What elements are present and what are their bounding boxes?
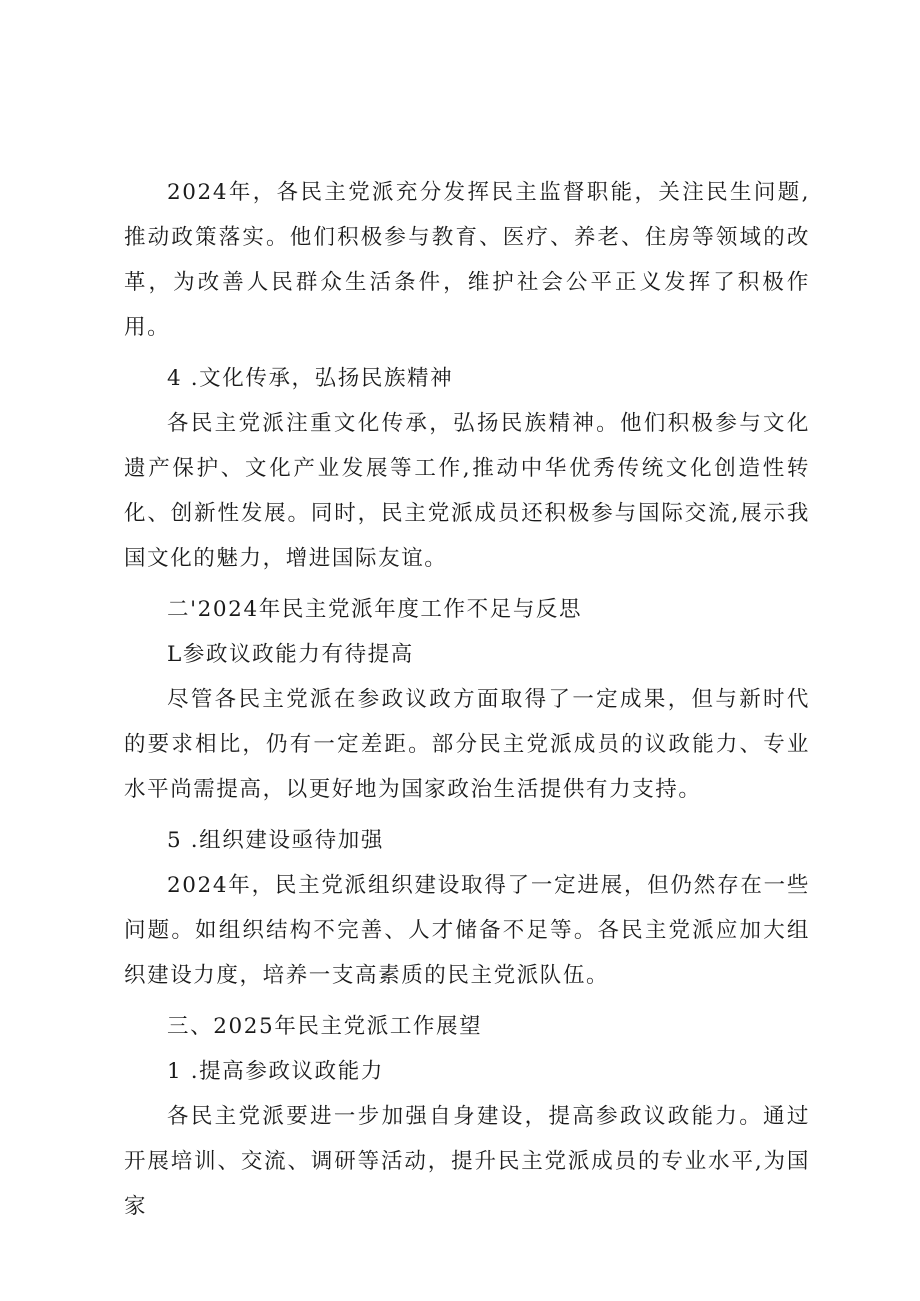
heading-section-two: 二'2024年民主党派年度工作不足与反思 [167,597,583,622]
document-body [124,170,810,1229]
paragraph-cultural-heritage: 各民主党派注重文化传承，弘扬民族精神。他们积极参与文化遗产保护、文化产业发展等工作,推动中华优秀传统文化创造性转化、创新性发展。同时，民主党派成员还积极参与国际交流,展示我国文化的魅力，增进国际友谊。 [124,411,810,571]
heading-organization-building: 5 .组织建设亟待加强 [167,828,384,853]
heading-improve-capacity: 1 .提高参政议政能力 [167,1059,384,1084]
paragraph-democratic-supervision: 2024年，各民主党派充分发挥民主监督职能，关注民生问题,推动政策落实。他们积极参与教育、医疗、养老、住房等领域的改革，为改善人民群众生活条件，维护社会公平正义发挥了积极作用。 [124,180,810,340]
heading-section-three: 三、2025年民主党派工作展望 [167,1014,483,1039]
paragraph-political-capacity: 尽管各民主党派在参政议政方面取得了一定成果，但与新时代的要求相比，仍有一定差距。部分民主党派成员的议政能力、专业水平尚需提高，以更好地为国家政治生活提供有力支持。 [124,687,810,802]
paragraph-improve-capacity: 各民主党派要进一步加强自身建设，提高参政议政能力。通过开展培训、交流、调研等活动，提升民主党派成员的专业水平,为国家 [124,1104,810,1219]
heading-political-capacity: L参政议政能力有待提高 [167,642,414,667]
heading-cultural-heritage: 4 .文化传承，弘扬民族精神 [167,366,454,391]
paragraph-organization-building: 2024年，民主党派组织建设取得了一定进展，但仍然存在一些问题。如组织结构不完善、人才储备不足等。各民主党派应加大组织建设力度，培养一支高素质的民主党派队伍。 [124,873,810,988]
